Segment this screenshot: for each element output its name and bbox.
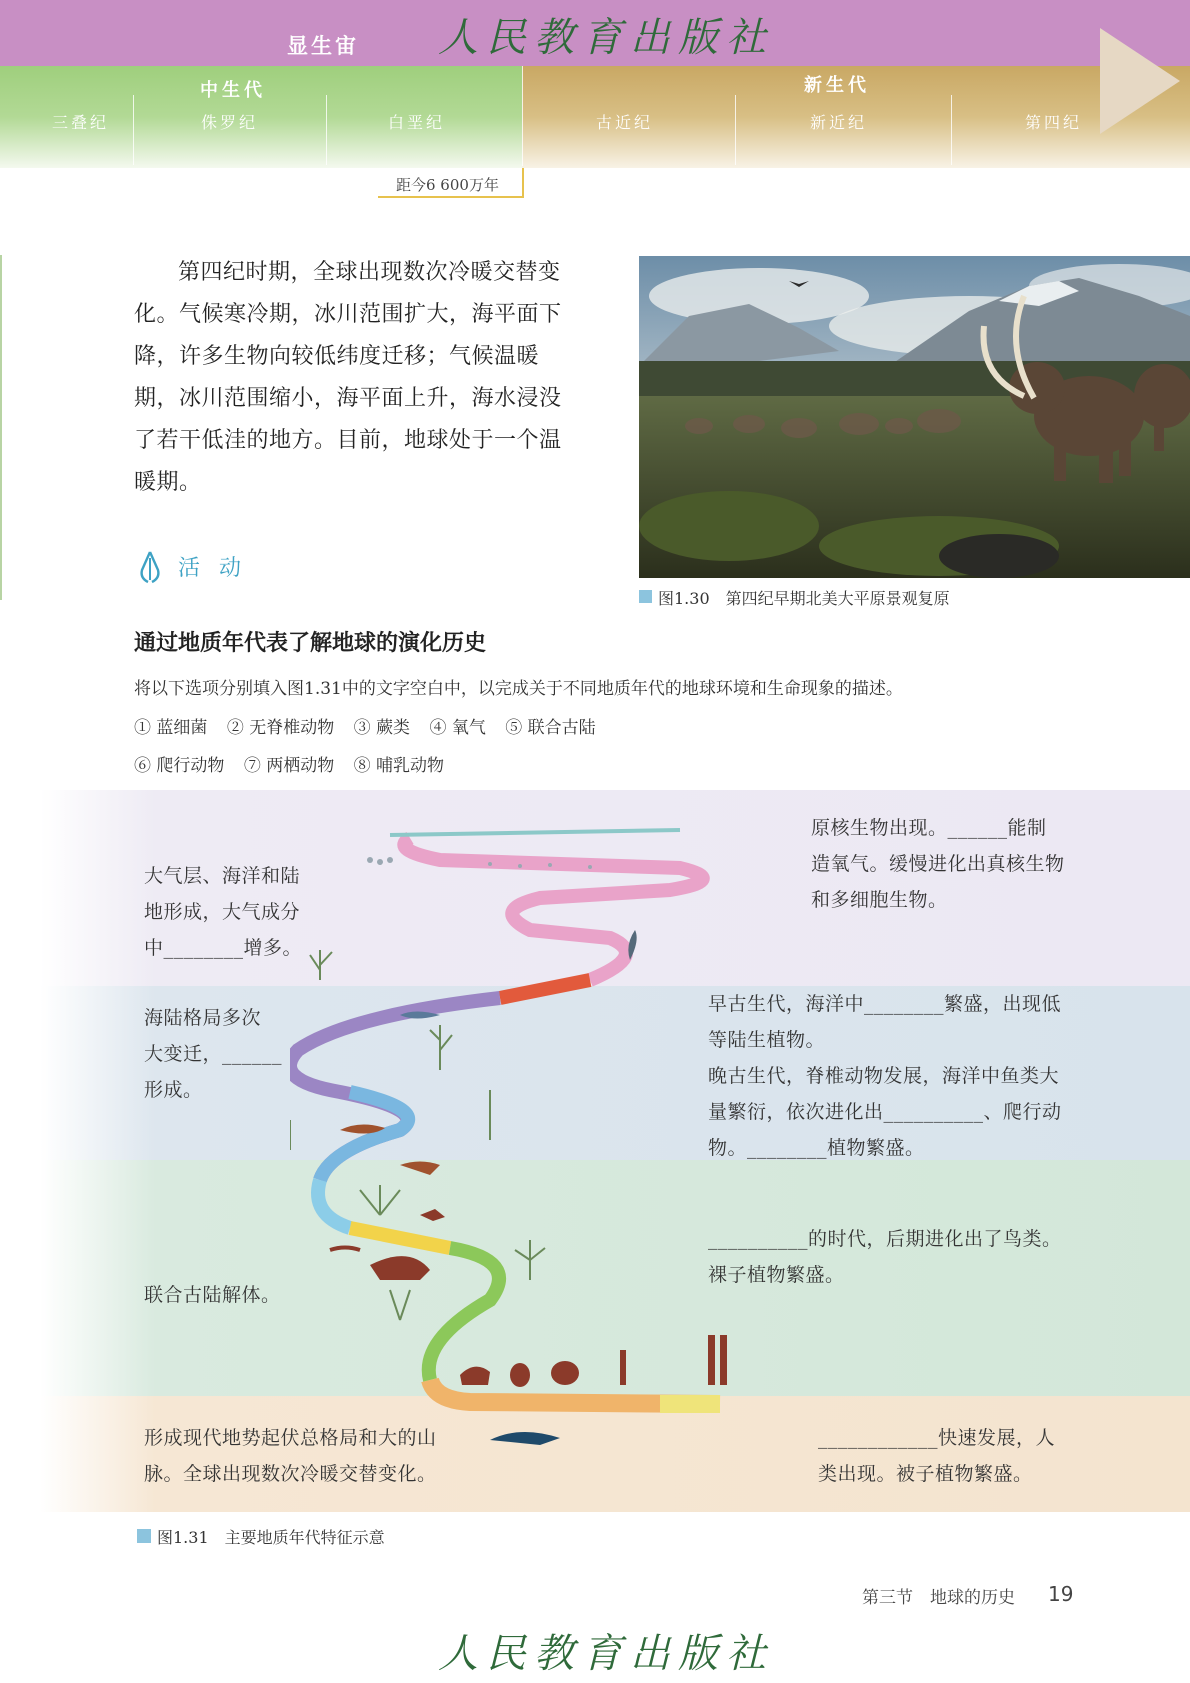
options-row-2	[134, 751, 458, 776]
figure-line: 等陆生植物。	[708, 1029, 826, 1051]
figure-line: 大气层、海洋和陆	[144, 865, 301, 887]
period-divider	[735, 95, 736, 165]
era-divider	[522, 66, 523, 166]
figure-line: 联合古陆解体。	[144, 1284, 281, 1306]
figure-line: 类出现。被子植物繁盛。	[818, 1463, 1033, 1485]
figure-text-left-2	[144, 1000, 282, 1108]
figure-line: 地形成，大气成分	[144, 901, 301, 923]
period-label-jurassic: 侏罗纪	[201, 113, 259, 132]
figure-text-right-3	[708, 1221, 1062, 1293]
margin-rule	[0, 255, 2, 600]
option-item: ③ 蕨类	[353, 718, 411, 738]
ribbon-segment-cretaceous	[429, 1248, 499, 1380]
figure-text-left-1	[144, 858, 302, 966]
mammoth-landscape-illustration	[639, 256, 1190, 578]
figure-line: 大变迁，______	[144, 1043, 283, 1065]
period-label-paleogene: 古近纪	[596, 113, 654, 132]
publisher-logo-bottom: 人民教育出版社	[438, 1631, 774, 1677]
options-row-1	[134, 713, 610, 738]
figure-text-left-3	[144, 1277, 281, 1313]
activity-title: 通过地质年代表了解地球的演化历史	[134, 631, 487, 656]
page-number: 19	[1048, 1582, 1074, 1606]
figure-text-right-2	[708, 986, 1062, 1166]
option-item: ⑥ 爬行动物	[134, 756, 225, 776]
figure-line: __________的时代，后期进化出了鸟类。	[708, 1228, 1062, 1250]
figure-line: 早古生代，海洋中________繁盛，出现低	[708, 993, 1062, 1015]
figure-line: 形成。	[144, 1079, 203, 1101]
period-divider	[326, 95, 327, 165]
figure-text-right-1	[811, 810, 1065, 918]
figure-line: 裸子植物繁盛。	[708, 1264, 845, 1286]
ribbon-top-line	[390, 830, 680, 835]
figure-line: 晚古生代，脊椎动物发展，海洋中鱼类大	[708, 1065, 1060, 1087]
figure-line: 脉。全球出现数次冷暖交替变化。	[144, 1463, 437, 1485]
activity-icon	[132, 548, 168, 586]
figure-line: 海陆格局多次	[144, 1007, 262, 1029]
figure-line: 物。________植物繁盛。	[708, 1137, 925, 1159]
figure-line: 造氧气。缓慢进化出真核生物	[811, 853, 1065, 875]
option-item: ⑤ 联合古陆	[505, 718, 596, 738]
period-divider	[133, 95, 134, 165]
bird-icon	[420, 1209, 445, 1221]
activity-label: 活 动	[178, 556, 247, 581]
period-divider	[951, 95, 952, 165]
period-label-cretaceous: 白垩纪	[388, 113, 446, 132]
figure-text-right-4	[818, 1420, 1055, 1492]
ribbon-segment-late-paleozoic	[320, 1092, 408, 1180]
era-label-mesozoic: 中生代	[200, 80, 266, 101]
date-marker-label: 距今6 600万年	[396, 176, 499, 194]
option-item: ② 无脊椎动物	[226, 718, 335, 738]
figure-line: ____________快速发展，人	[818, 1427, 1056, 1449]
option-item: ⑧ 哺乳动物	[353, 756, 445, 776]
reptile-icon	[400, 1162, 440, 1176]
footer-section-title: 第三节 地球的历史	[862, 1588, 1015, 1608]
option-item: ④ 氧气	[429, 718, 486, 738]
figure-line: 中________增多。	[144, 937, 303, 959]
mammal-silhouettes	[460, 1335, 727, 1387]
ribbon-segment-triassic	[318, 1180, 350, 1228]
ribbon-segment-cambrian	[500, 980, 590, 998]
publisher-logo-top: 人民教育出版社	[438, 15, 774, 61]
whale-icon	[490, 1432, 560, 1445]
caption-marker	[137, 1529, 151, 1543]
small-dinosaur-icon	[330, 1248, 360, 1251]
photo-caption: 图1.30 第四纪早期北美大平原景观复原	[658, 589, 950, 608]
period-label-neogene: 新近纪	[810, 113, 868, 132]
caption-marker	[639, 590, 652, 603]
era-label-cenozoic: 新生代	[804, 75, 870, 96]
figure-caption: 图1.31 主要地质年代特征示意	[157, 1528, 385, 1547]
period-label-triassic: 三叠纪	[52, 113, 110, 132]
option-item: ① 蓝细菌	[134, 718, 208, 738]
ribbon-segment-precambrian	[404, 838, 702, 980]
activity-instruction: 将以下选项分别填入图1.31中的文字空白中，以完成关于不同地质年代的地球环境和生命现象的描述。	[134, 679, 903, 699]
dinosaur-icon	[370, 1256, 430, 1280]
figure-line: 量繁衍，依次进化出__________、爬行动	[708, 1101, 1062, 1123]
figure-line: 和多细胞生物。	[811, 889, 948, 911]
figure-line: 形成现代地势起伏总格局和大的山	[144, 1427, 437, 1449]
timeline-arrow-icon	[1100, 28, 1180, 134]
figure-line: 原核生物出现。______能制	[811, 817, 1047, 839]
period-label-quaternary: 第四纪	[1025, 113, 1083, 132]
ribbon-segment-jurassic	[350, 1228, 450, 1248]
option-item: ⑦ 两栖动物	[243, 756, 335, 776]
ribbon-segment-paleozoic	[290, 998, 500, 1180]
intro-paragraph: 第四纪时期，全球出现数次冷暖交替变化。气候寒冷期，冰川范围扩大，海平面下降，许多生物向较低纬度迁移；气候温暖期，冰川范围缩小，海平面上升，海水浸没了若干低洼的地方。目前，地球处于一个温暖期。	[134, 260, 562, 495]
figure-text-left-4	[144, 1420, 437, 1492]
mammoth-landscape-photo	[639, 256, 1190, 578]
eon-label: 显生宙	[287, 34, 359, 58]
